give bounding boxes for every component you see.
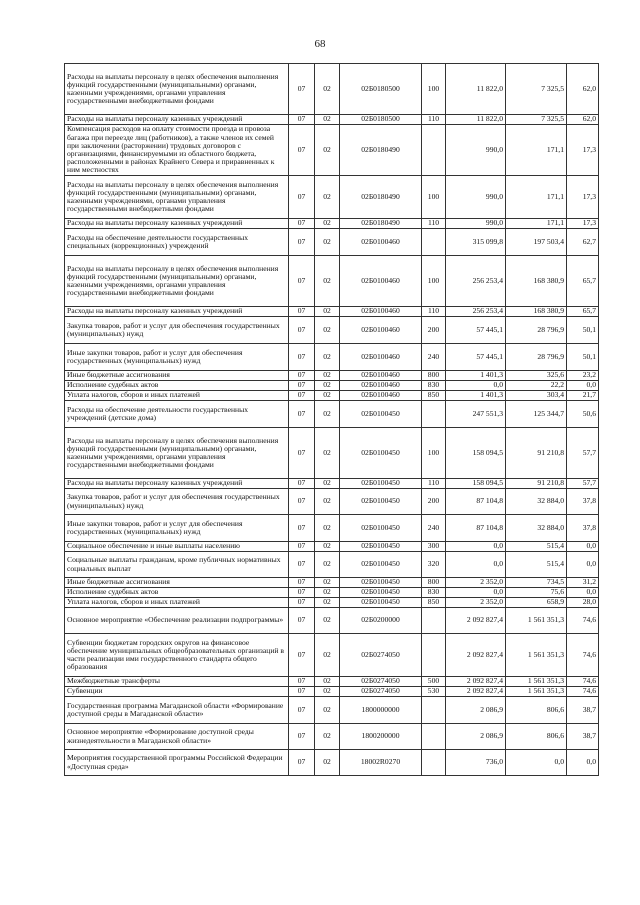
row-expense-type: 830 bbox=[422, 588, 446, 598]
row-name: Исполнение судебных актов bbox=[65, 588, 289, 598]
row-expense-type: 800 bbox=[422, 371, 446, 381]
row-subsection: 02 bbox=[315, 256, 340, 307]
row-target-article: 02Б0200000 bbox=[340, 608, 422, 634]
row-execution-percent: 0,0 bbox=[567, 542, 599, 552]
row-subsection: 02 bbox=[315, 317, 340, 344]
row-execution-percent: 28,0 bbox=[567, 598, 599, 608]
row-execution-percent: 74,6 bbox=[567, 608, 599, 634]
row-expense-type bbox=[422, 608, 446, 634]
table-row bbox=[65, 697, 599, 724]
row-section: 07 bbox=[289, 307, 315, 317]
row-subsection: 02 bbox=[315, 115, 340, 125]
row-section: 07 bbox=[289, 256, 315, 307]
row-target-article: 02Б0100460 bbox=[340, 229, 422, 256]
row-execution-percent: 23,2 bbox=[567, 371, 599, 381]
row-execution-percent: 74,6 bbox=[567, 687, 599, 697]
row-section: 07 bbox=[289, 371, 315, 381]
row-name: Социальные выплаты гражданам, кроме публичных нормативных социальных выплат bbox=[65, 552, 289, 578]
row-actual-amount: 806,6 bbox=[506, 724, 567, 750]
row-name: Расходы на выплаты персоналу казенных учреждений bbox=[65, 307, 289, 317]
table-row bbox=[65, 344, 599, 371]
table-row bbox=[65, 64, 599, 115]
row-name: Расходы на выплаты персоналу в целях обеспечения выполнения функций государственными (муниципальными) органами, казенными учреждениями, органами управления государственными внебюджетными фондами bbox=[65, 428, 289, 479]
row-section: 07 bbox=[289, 515, 315, 542]
row-actual-amount: 168 380,9 bbox=[506, 256, 567, 307]
row-actual-amount: 515,4 bbox=[506, 552, 567, 578]
row-target-article: 02Б0180500 bbox=[340, 64, 422, 115]
row-expense-type bbox=[422, 125, 446, 176]
row-actual-amount: 91 210,8 bbox=[506, 479, 567, 489]
row-planned-amount: 2 352,0 bbox=[446, 598, 506, 608]
row-expense-type: 240 bbox=[422, 344, 446, 371]
row-expense-type bbox=[422, 697, 446, 724]
row-execution-percent: 0,0 bbox=[567, 552, 599, 578]
row-actual-amount: 171,1 bbox=[506, 176, 567, 219]
row-target-article: 1800200000 bbox=[340, 724, 422, 750]
row-target-article: 02Б0274050 bbox=[340, 687, 422, 697]
row-target-article: 02Б0100460 bbox=[340, 307, 422, 317]
table-row bbox=[65, 256, 599, 307]
row-expense-type: 300 bbox=[422, 542, 446, 552]
table-row bbox=[65, 391, 599, 401]
row-execution-percent: 57,7 bbox=[567, 479, 599, 489]
row-planned-amount: 2 352,0 bbox=[446, 578, 506, 588]
row-expense-type: 800 bbox=[422, 578, 446, 588]
row-section: 07 bbox=[289, 115, 315, 125]
table-row bbox=[65, 479, 599, 489]
row-name: Социальное обеспечение и иные выплаты населению bbox=[65, 542, 289, 552]
row-subsection: 02 bbox=[315, 401, 340, 428]
row-subsection: 02 bbox=[315, 578, 340, 588]
row-planned-amount: 1 401,3 bbox=[446, 371, 506, 381]
row-execution-percent: 50,6 bbox=[567, 401, 599, 428]
row-target-article: 02Б0100460 bbox=[340, 371, 422, 381]
row-actual-amount: 658,9 bbox=[506, 598, 567, 608]
row-expense-type bbox=[422, 229, 446, 256]
row-execution-percent: 38,7 bbox=[567, 724, 599, 750]
row-target-article: 02Б0100450 bbox=[340, 552, 422, 578]
row-name: Иные закупки товаров, работ и услуг для обеспечения государственных (муниципальных) нужд bbox=[65, 515, 289, 542]
row-expense-type: 320 bbox=[422, 552, 446, 578]
row-name: Расходы на выплаты персоналу в целях обеспечения выполнения функций государственными (муниципальными) органами, казенными учреждениями, органами управления государственными внебюджетными фондами bbox=[65, 64, 289, 115]
row-actual-amount: 125 344,7 bbox=[506, 401, 567, 428]
row-execution-percent: 17,3 bbox=[567, 219, 599, 229]
row-actual-amount: 734,5 bbox=[506, 578, 567, 588]
row-expense-type: 500 bbox=[422, 677, 446, 687]
row-section: 07 bbox=[289, 428, 315, 479]
budget-table bbox=[64, 63, 599, 776]
row-subsection: 02 bbox=[315, 344, 340, 371]
row-expense-type: 530 bbox=[422, 687, 446, 697]
row-section: 07 bbox=[289, 677, 315, 687]
row-section: 07 bbox=[289, 219, 315, 229]
row-execution-percent: 74,6 bbox=[567, 677, 599, 687]
table-row bbox=[65, 125, 599, 176]
row-planned-amount: 2 092 827,4 bbox=[446, 634, 506, 677]
row-section: 07 bbox=[289, 479, 315, 489]
row-execution-percent: 65,7 bbox=[567, 256, 599, 307]
row-name: Расходы на выплаты персоналу казенных учреждений bbox=[65, 479, 289, 489]
row-name: Иные бюджетные ассигнования bbox=[65, 578, 289, 588]
row-expense-type: 100 bbox=[422, 176, 446, 219]
row-target-article: 02Б0100460 bbox=[340, 317, 422, 344]
row-actual-amount: 28 796,9 bbox=[506, 317, 567, 344]
row-section: 07 bbox=[289, 634, 315, 677]
row-subsection: 02 bbox=[315, 588, 340, 598]
row-planned-amount: 990,0 bbox=[446, 125, 506, 176]
row-execution-percent: 62,0 bbox=[567, 64, 599, 115]
row-name: Мероприятия государственной программы Российской Федерации «Доступная среда» bbox=[65, 750, 289, 776]
row-actual-amount: 171,1 bbox=[506, 125, 567, 176]
row-subsection: 02 bbox=[315, 598, 340, 608]
row-expense-type: 240 bbox=[422, 515, 446, 542]
row-subsection: 02 bbox=[315, 64, 340, 115]
row-subsection: 02 bbox=[315, 724, 340, 750]
row-execution-percent: 17,3 bbox=[567, 125, 599, 176]
table-row bbox=[65, 687, 599, 697]
table-row bbox=[65, 229, 599, 256]
row-section: 07 bbox=[289, 542, 315, 552]
row-planned-amount: 256 253,4 bbox=[446, 256, 506, 307]
row-subsection: 02 bbox=[315, 307, 340, 317]
row-execution-percent: 37,8 bbox=[567, 489, 599, 515]
row-name: Уплата налогов, сборов и иных платежей bbox=[65, 391, 289, 401]
row-target-article: 02Б0100460 bbox=[340, 391, 422, 401]
row-subsection: 02 bbox=[315, 677, 340, 687]
table-row bbox=[65, 307, 599, 317]
row-target-article: 02Б0100450 bbox=[340, 578, 422, 588]
row-name: Компенсация расходов на оплату стоимости проезда и провоза багажа при переезде лиц (работников), а также членов их семей при заключении (расторжении) трудовых договоров с организациями, финансируемыми из областного бюджета, расположенными в районах Крайнего Севера и приравненных к ним местностях bbox=[65, 125, 289, 176]
row-target-article: 02Б0100450 bbox=[340, 515, 422, 542]
row-expense-type: 110 bbox=[422, 115, 446, 125]
row-subsection: 02 bbox=[315, 176, 340, 219]
row-actual-amount: 32 884,0 bbox=[506, 489, 567, 515]
table-row bbox=[65, 542, 599, 552]
row-subsection: 02 bbox=[315, 229, 340, 256]
row-expense-type: 110 bbox=[422, 479, 446, 489]
row-target-article: 02Б0274050 bbox=[340, 677, 422, 687]
row-name: Государственная программа Магаданской области «Формирование доступной среды в Магаданской области» bbox=[65, 697, 289, 724]
table-row bbox=[65, 552, 599, 578]
row-name: Иные бюджетные ассигнования bbox=[65, 371, 289, 381]
row-planned-amount: 256 253,4 bbox=[446, 307, 506, 317]
row-target-article: 02Б0100460 bbox=[340, 344, 422, 371]
budget-table-body bbox=[65, 64, 599, 776]
table-row bbox=[65, 381, 599, 391]
row-expense-type: 110 bbox=[422, 219, 446, 229]
row-name: Субвенции бюджетам городских округов на финансовое обеспечение муниципальных общеобразовательных организаций в части реализации ими государственного стандарта общего образования bbox=[65, 634, 289, 677]
row-actual-amount: 197 503,4 bbox=[506, 229, 567, 256]
row-section: 07 bbox=[289, 344, 315, 371]
row-name: Основное мероприятие «Обеспечение реализации подпрограммы» bbox=[65, 608, 289, 634]
row-target-article: 02Б0100450 bbox=[340, 479, 422, 489]
row-target-article: 02Б0100450 bbox=[340, 542, 422, 552]
row-section: 07 bbox=[289, 401, 315, 428]
table-row bbox=[65, 750, 599, 776]
row-target-article: 02Б0100450 bbox=[340, 489, 422, 515]
row-name: Расходы на выплаты персоналу в целях обеспечения выполнения функций государственными (муниципальными) органами, казенными учреждениями, органами управления государственными внебюджетными фондами bbox=[65, 176, 289, 219]
row-name: Расходы на обеспечение деятельности государственных учреждений (детские дома) bbox=[65, 401, 289, 428]
table-row bbox=[65, 428, 599, 479]
row-name: Расходы на выплаты персоналу казенных учреждений bbox=[65, 115, 289, 125]
row-planned-amount: 315 099,8 bbox=[446, 229, 506, 256]
row-planned-amount: 1 401,3 bbox=[446, 391, 506, 401]
row-planned-amount: 736,0 bbox=[446, 750, 506, 776]
table-row bbox=[65, 724, 599, 750]
row-execution-percent: 50,1 bbox=[567, 344, 599, 371]
row-section: 07 bbox=[289, 391, 315, 401]
row-execution-percent: 65,7 bbox=[567, 307, 599, 317]
row-execution-percent: 74,6 bbox=[567, 634, 599, 677]
row-planned-amount: 247 551,3 bbox=[446, 401, 506, 428]
row-name: Межбюджетные трансферты bbox=[65, 677, 289, 687]
row-subsection: 02 bbox=[315, 697, 340, 724]
row-subsection: 02 bbox=[315, 687, 340, 697]
row-actual-amount: 22,2 bbox=[506, 381, 567, 391]
row-execution-percent: 62,0 bbox=[567, 115, 599, 125]
row-target-article: 02Б0100450 bbox=[340, 588, 422, 598]
row-planned-amount: 990,0 bbox=[446, 176, 506, 219]
row-name: Основное мероприятие «Формирование доступной среды жизнедеятельности в Магаданской области» bbox=[65, 724, 289, 750]
row-subsection: 02 bbox=[315, 552, 340, 578]
row-actual-amount: 303,4 bbox=[506, 391, 567, 401]
row-planned-amount: 2 092 827,4 bbox=[446, 677, 506, 687]
row-section: 07 bbox=[289, 125, 315, 176]
row-planned-amount: 0,0 bbox=[446, 552, 506, 578]
row-subsection: 02 bbox=[315, 371, 340, 381]
row-planned-amount: 0,0 bbox=[446, 588, 506, 598]
table-row bbox=[65, 115, 599, 125]
row-execution-percent: 0,0 bbox=[567, 381, 599, 391]
row-subsection: 02 bbox=[315, 479, 340, 489]
row-actual-amount: 806,6 bbox=[506, 697, 567, 724]
row-subsection: 02 bbox=[315, 381, 340, 391]
row-actual-amount: 168 380,9 bbox=[506, 307, 567, 317]
row-subsection: 02 bbox=[315, 219, 340, 229]
row-actual-amount: 1 561 351,3 bbox=[506, 677, 567, 687]
row-name: Иные закупки товаров, работ и услуг для обеспечения государственных (муниципальных) нужд bbox=[65, 344, 289, 371]
row-expense-type: 200 bbox=[422, 489, 446, 515]
row-target-article: 18002R0270 bbox=[340, 750, 422, 776]
row-subsection: 02 bbox=[315, 515, 340, 542]
row-planned-amount: 57 445,1 bbox=[446, 344, 506, 371]
row-name: Исполнение судебных актов bbox=[65, 381, 289, 391]
row-actual-amount: 7 325,5 bbox=[506, 64, 567, 115]
row-execution-percent: 57,7 bbox=[567, 428, 599, 479]
table-row bbox=[65, 677, 599, 687]
row-actual-amount: 325,6 bbox=[506, 371, 567, 381]
row-execution-percent: 38,7 bbox=[567, 697, 599, 724]
row-expense-type bbox=[422, 634, 446, 677]
row-target-article: 02Б0274050 bbox=[340, 634, 422, 677]
row-actual-amount: 28 796,9 bbox=[506, 344, 567, 371]
row-section: 07 bbox=[289, 229, 315, 256]
row-subsection: 02 bbox=[315, 391, 340, 401]
row-planned-amount: 87 104,8 bbox=[446, 489, 506, 515]
row-subsection: 02 bbox=[315, 489, 340, 515]
row-expense-type: 830 bbox=[422, 381, 446, 391]
row-subsection: 02 bbox=[315, 125, 340, 176]
row-subsection: 02 bbox=[315, 608, 340, 634]
row-target-article: 02Б0100460 bbox=[340, 256, 422, 307]
row-expense-type: 850 bbox=[422, 391, 446, 401]
row-section: 07 bbox=[289, 697, 315, 724]
table-row bbox=[65, 588, 599, 598]
row-execution-percent: 0,0 bbox=[567, 588, 599, 598]
table-row bbox=[65, 598, 599, 608]
row-execution-percent: 37,8 bbox=[567, 515, 599, 542]
row-section: 07 bbox=[289, 724, 315, 750]
row-section: 07 bbox=[289, 317, 315, 344]
row-actual-amount: 75,6 bbox=[506, 588, 567, 598]
row-section: 07 bbox=[289, 489, 315, 515]
row-target-article: 02Б0100450 bbox=[340, 428, 422, 479]
row-section: 07 bbox=[289, 687, 315, 697]
row-target-article: 02Б0180490 bbox=[340, 125, 422, 176]
table-row bbox=[65, 219, 599, 229]
row-name: Закупка товаров, работ и услуг для обеспечения государственных (муниципальных) нужд bbox=[65, 489, 289, 515]
row-execution-percent: 0,0 bbox=[567, 750, 599, 776]
row-section: 07 bbox=[289, 578, 315, 588]
row-expense-type: 200 bbox=[422, 317, 446, 344]
row-expense-type bbox=[422, 401, 446, 428]
row-section: 07 bbox=[289, 381, 315, 391]
row-actual-amount: 171,1 bbox=[506, 219, 567, 229]
row-section: 07 bbox=[289, 64, 315, 115]
row-actual-amount: 515,4 bbox=[506, 542, 567, 552]
row-planned-amount: 158 094,5 bbox=[446, 479, 506, 489]
table-row bbox=[65, 371, 599, 381]
row-execution-percent: 31,2 bbox=[567, 578, 599, 588]
table-row bbox=[65, 578, 599, 588]
row-actual-amount: 1 561 351,3 bbox=[506, 608, 567, 634]
row-section: 07 bbox=[289, 608, 315, 634]
table-row bbox=[65, 634, 599, 677]
row-actual-amount: 1 561 351,3 bbox=[506, 634, 567, 677]
row-planned-amount: 158 094,5 bbox=[446, 428, 506, 479]
row-actual-amount: 1 561 351,3 bbox=[506, 687, 567, 697]
row-subsection: 02 bbox=[315, 750, 340, 776]
row-planned-amount: 2 092 827,4 bbox=[446, 687, 506, 697]
row-planned-amount: 11 822,0 bbox=[446, 64, 506, 115]
row-name: Расходы на выплаты персоналу казенных учреждений bbox=[65, 219, 289, 229]
page-number: 68 bbox=[314, 38, 326, 50]
row-expense-type bbox=[422, 750, 446, 776]
row-name: Расходы на обеспечение деятельности государственных специальных (коррекционных) учреждений bbox=[65, 229, 289, 256]
row-target-article: 02Б0180490 bbox=[340, 176, 422, 219]
row-expense-type: 100 bbox=[422, 428, 446, 479]
row-execution-percent: 50,1 bbox=[567, 317, 599, 344]
row-actual-amount: 32 884,0 bbox=[506, 515, 567, 542]
row-actual-amount: 91 210,8 bbox=[506, 428, 567, 479]
row-subsection: 02 bbox=[315, 428, 340, 479]
table-row bbox=[65, 401, 599, 428]
row-planned-amount: 11 822,0 bbox=[446, 115, 506, 125]
row-target-article: 02Б0100460 bbox=[340, 381, 422, 391]
row-section: 07 bbox=[289, 750, 315, 776]
row-section: 07 bbox=[289, 588, 315, 598]
row-expense-type: 100 bbox=[422, 256, 446, 307]
row-planned-amount: 2 086,9 bbox=[446, 724, 506, 750]
row-expense-type: 110 bbox=[422, 307, 446, 317]
row-target-article: 02Б0180490 bbox=[340, 219, 422, 229]
row-name: Уплата налогов, сборов и иных платежей bbox=[65, 598, 289, 608]
row-section: 07 bbox=[289, 552, 315, 578]
row-planned-amount: 57 445,1 bbox=[446, 317, 506, 344]
row-actual-amount: 7 325,5 bbox=[506, 115, 567, 125]
row-expense-type: 850 bbox=[422, 598, 446, 608]
table-row bbox=[65, 317, 599, 344]
row-target-article: 02Б0100450 bbox=[340, 598, 422, 608]
row-execution-percent: 17,3 bbox=[567, 176, 599, 219]
row-actual-amount: 0,0 bbox=[506, 750, 567, 776]
row-execution-percent: 21,7 bbox=[567, 391, 599, 401]
row-target-article: 02Б0180500 bbox=[340, 115, 422, 125]
row-target-article: 1800000000 bbox=[340, 697, 422, 724]
table-row bbox=[65, 489, 599, 515]
row-planned-amount: 87 104,8 bbox=[446, 515, 506, 542]
row-execution-percent: 62,7 bbox=[567, 229, 599, 256]
row-planned-amount: 990,0 bbox=[446, 219, 506, 229]
row-planned-amount: 0,0 bbox=[446, 542, 506, 552]
table-row bbox=[65, 608, 599, 634]
row-name: Закупка товаров, работ и услуг для обеспечения государственных (муниципальных) нужд bbox=[65, 317, 289, 344]
row-planned-amount: 2 086,9 bbox=[446, 697, 506, 724]
row-subsection: 02 bbox=[315, 542, 340, 552]
row-section: 07 bbox=[289, 598, 315, 608]
row-section: 07 bbox=[289, 176, 315, 219]
row-subsection: 02 bbox=[315, 634, 340, 677]
row-expense-type: 100 bbox=[422, 64, 446, 115]
row-name: Субвенции bbox=[65, 687, 289, 697]
table-row bbox=[65, 176, 599, 219]
row-target-article: 02Б0100450 bbox=[340, 401, 422, 428]
row-planned-amount: 2 092 827,4 bbox=[446, 608, 506, 634]
row-name: Расходы на выплаты персоналу в целях обеспечения выполнения функций государственными (муниципальными) органами, казенными учреждениями, органами управления государственными внебюджетными фондами bbox=[65, 256, 289, 307]
row-expense-type bbox=[422, 724, 446, 750]
row-planned-amount: 0,0 bbox=[446, 381, 506, 391]
table-row bbox=[65, 515, 599, 542]
